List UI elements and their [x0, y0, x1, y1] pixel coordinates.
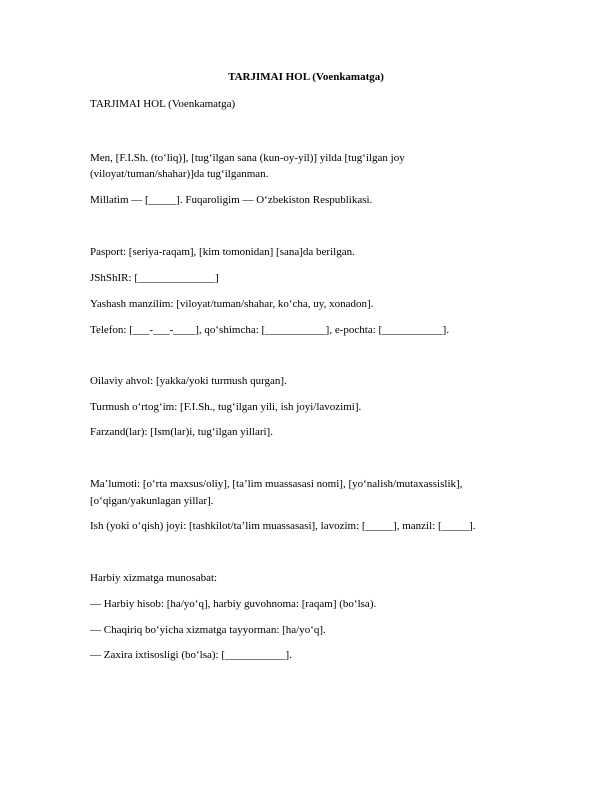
passport-line: Pasport: [seriya-raqam], [kim tomonidan] [sana]da berilgan.: [90, 246, 355, 258]
military-readiness-line: — Chaqiriq bo‘yicha xizmatga tayyorman: [ha/yo‘q].: [90, 624, 326, 636]
nationality-line: Millatim — [_____]. Fuqaroligim — O‘zbekiston Respublikasi.: [90, 194, 373, 206]
education-line-2: [o‘qigan/yakunlagan yillar].: [90, 495, 214, 507]
marital-status-line: Oilaviy ahvol: [yakka/yoki turmush qurgan].: [90, 375, 287, 387]
phone-line: Telefon: [___-___-____], qo‘shimcha: [___________], e-pochta: [___________].: [90, 324, 450, 336]
document-title: TARJIMAI HOL (Voenkamatga): [228, 71, 384, 83]
address-line: Yashash manzilim: [viloyat/tuman/shahar, ko‘cha, uy, xonadon].: [90, 298, 374, 310]
jshshir-line: JShShIR: [______________]: [90, 272, 219, 284]
education-line-1: Ma’lumoti: [o‘rta maxsus/oliy], [ta’lim muassasasi nomi], [yo‘nalish/mutaxassislik],: [90, 478, 463, 490]
intro-line-2: (viloyat/tuman/shahar)]da tug‘ilganman.: [90, 168, 269, 180]
children-line: Farzand(lar): [Ism(lar)i, tug‘ilgan yillari].: [90, 426, 273, 438]
work-line: Ish (yoki o‘qish) joyi: [tashkilot/ta’lim muassasasi], lavozim: [_____], manzil: [_____].: [90, 520, 476, 532]
military-registration-line: — Harbiy hisob: [ha/yo‘q], harbiy guvohnoma: [raqam] (bo‘lsa).: [90, 598, 377, 610]
spouse-line: Turmush o‘rtog‘im: [F.I.Sh., tug‘ilgan yili, ish joyi/lavozimi].: [90, 401, 362, 413]
intro-line-1: Men, [F.I.Sh. (to‘liq)], [tug‘ilgan sana (kun-oy-yil)] yilda [tug‘ilgan joy: [90, 152, 405, 164]
document-subtitle: TARJIMAI HOL (Voenkamatga): [90, 98, 236, 110]
military-heading: Harbiy xizmatga munosabat:: [90, 572, 218, 584]
military-reserve-line: — Zaxira ixtisosligi (bo‘lsa): [___________].: [90, 649, 292, 661]
document-page: [90, 0, 530, 792]
